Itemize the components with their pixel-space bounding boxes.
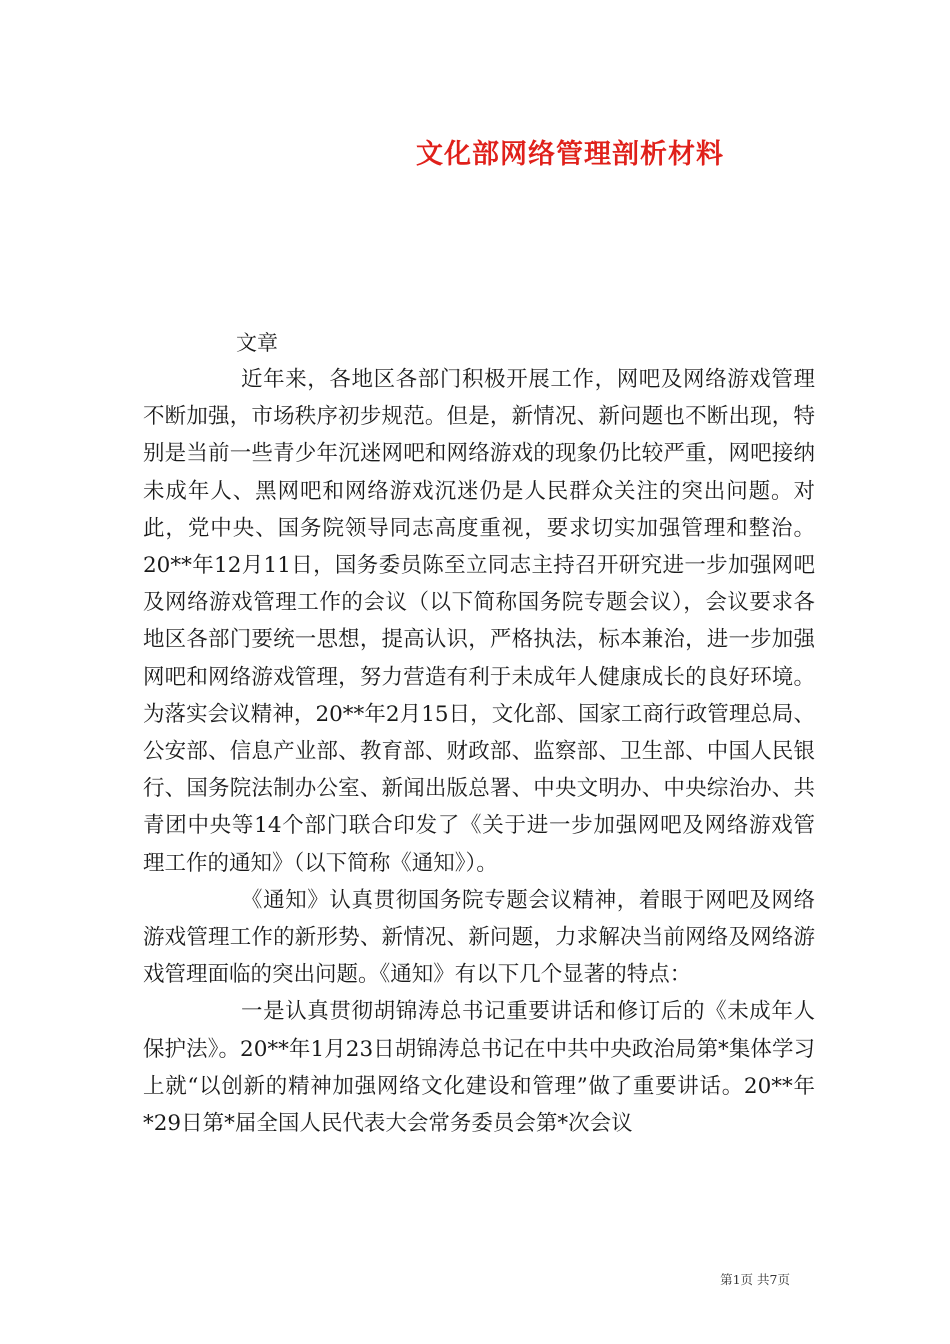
document-title: 文化部网络管理剖析材料 [416,139,724,170]
paragraph-intro: 近年来，各地区各部门积极开展工作，网吧及网络游戏管理不断加强，市场秩序初步规范。但是，新情况、新问题也不断出现，特别是当前一些青少年沉迷网吧和网络游戏的现象仍比较严重，网吧接纳未成年人、黑网吧和网络游戏沉迷仍是人民群众关注的突出问题。对此，党中央、国务院领导同志高度重视，要求切实加强管理和整治。20**年12月11日，国务委员陈至立同志主持召开研究进一步加强网吧及网络游戏管理工作的会议（以下简称国务院专题会议），会议要求各地区各部门要统一思想，提高认识，严格执法，标本兼治，进一步加强网吧和网络游戏管理，努力营造有利于未成年人健康成长的良好环境。为落实会议精神，20**年2月15日，文化部、国家工商行政管理总局、公安部、信息产业部、教育部、财政部、监察部、卫生部、中国人民银行、国务院法制办公室、新闻出版总署、中央文明办、中央综治办、共青团中央等14个部门联合印发了《关于进一步加强网吧及网络游戏管理工作的通知》（以下简称《通知》）。 [143,367,815,876]
document-label: 文章 [236,331,278,355]
document-body [143,361,815,1142]
paragraph-feature-one: 一是认真贯彻胡锦涛总书记重要讲话和修订后的《未成年人保护法》。20**年1月23日胡锦涛总书记在中共中央政治局第*集体学习上就“以创新的精神加强网络文化建设和管理”做了重要讲话。20**年*29日第*届全国人民代表大会常务委员会第*次会议 [143,999,815,1137]
paragraph-notice-summary: 《通知》认真贯彻国务院专题会议精神，着眼于网吧及网络游戏管理工作的新形势、新情况、新问题，力求解决当前网络及网络游戏管理面临的突出问题。《通知》有以下几个显著的特点： [143,887,815,988]
page-number: 第1页 共7页 [720,1272,790,1287]
